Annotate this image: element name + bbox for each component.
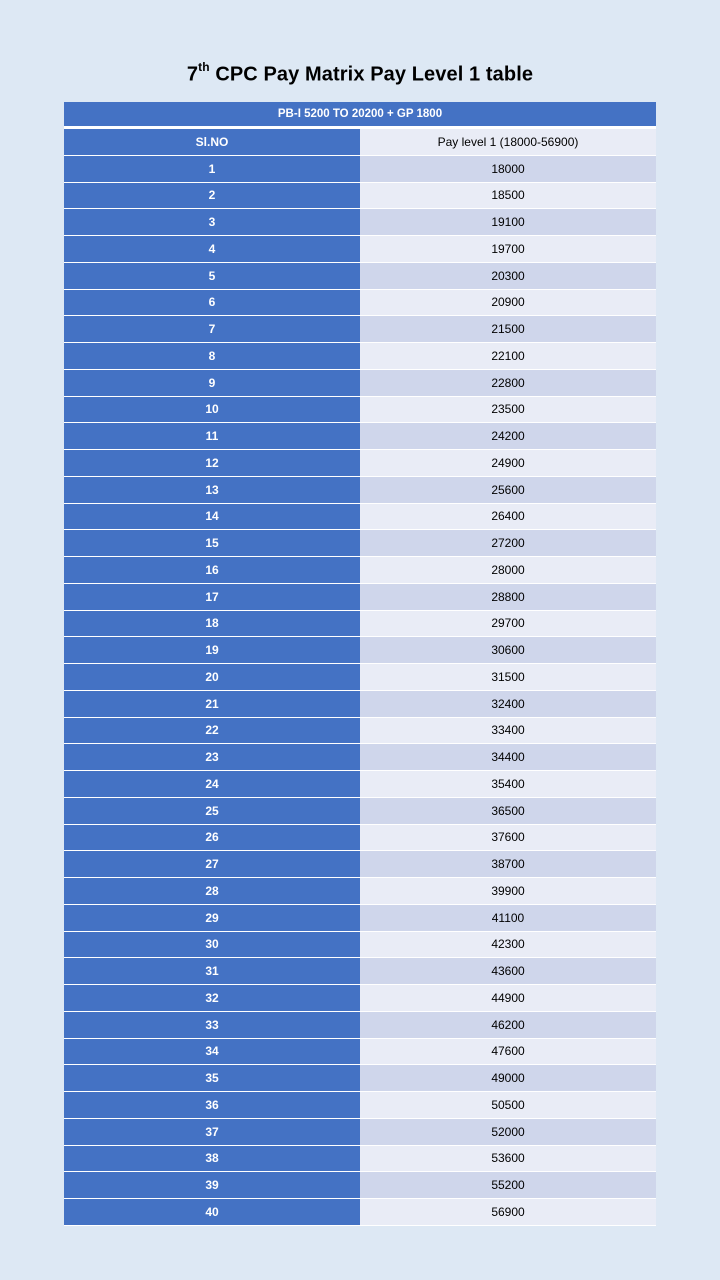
title-rest: CPC Pay Matrix Pay Level 1 table bbox=[209, 63, 534, 86]
pay-value-cell: 19700 bbox=[360, 236, 656, 263]
table-row bbox=[64, 1146, 656, 1173]
table-row bbox=[64, 450, 656, 477]
serial-number-cell: 27 bbox=[64, 851, 360, 878]
column-header-slno: Sl.NO bbox=[64, 129, 360, 156]
serial-number-cell: 13 bbox=[64, 477, 360, 504]
pay-value-cell: 43600 bbox=[360, 958, 656, 985]
table-header-row bbox=[64, 129, 656, 156]
serial-number-cell: 36 bbox=[64, 1092, 360, 1119]
pay-value-cell: 22100 bbox=[360, 343, 656, 370]
pay-value-cell: 47600 bbox=[360, 1039, 656, 1066]
table-row bbox=[64, 1092, 656, 1119]
table-row bbox=[64, 664, 656, 691]
table-row bbox=[64, 611, 656, 638]
table-row bbox=[64, 290, 656, 317]
table-banner-row bbox=[64, 102, 656, 129]
serial-number-cell: 10 bbox=[64, 397, 360, 424]
pay-value-cell: 38700 bbox=[360, 851, 656, 878]
pay-value-cell: 53600 bbox=[360, 1146, 656, 1173]
pay-value-cell: 28800 bbox=[360, 584, 656, 611]
table-row bbox=[64, 557, 656, 584]
pay-value-cell: 42300 bbox=[360, 932, 656, 959]
serial-number-cell: 21 bbox=[64, 691, 360, 718]
pay-value-cell: 20900 bbox=[360, 290, 656, 317]
pay-value-cell: 23500 bbox=[360, 397, 656, 424]
serial-number-cell: 5 bbox=[64, 263, 360, 290]
pay-value-cell: 52000 bbox=[360, 1119, 656, 1146]
title-superscript: th bbox=[198, 60, 210, 74]
table-row bbox=[64, 637, 656, 664]
serial-number-cell: 9 bbox=[64, 370, 360, 397]
pay-value-cell: 33400 bbox=[360, 718, 656, 745]
pay-value-cell: 35400 bbox=[360, 771, 656, 798]
pay-value-cell: 46200 bbox=[360, 1012, 656, 1039]
pay-value-cell: 49000 bbox=[360, 1065, 656, 1092]
table-row bbox=[64, 825, 656, 852]
serial-number-cell: 20 bbox=[64, 664, 360, 691]
table-row bbox=[64, 343, 656, 370]
serial-number-cell: 30 bbox=[64, 932, 360, 959]
table-row bbox=[64, 530, 656, 557]
serial-number-cell: 38 bbox=[64, 1146, 360, 1173]
pay-value-cell: 24200 bbox=[360, 423, 656, 450]
pay-value-cell: 29700 bbox=[360, 611, 656, 638]
serial-number-cell: 23 bbox=[64, 744, 360, 771]
pay-value-cell: 39900 bbox=[360, 878, 656, 905]
pay-value-cell: 24900 bbox=[360, 450, 656, 477]
pay-value-cell: 18000 bbox=[360, 156, 656, 183]
serial-number-cell: 8 bbox=[64, 343, 360, 370]
table-row bbox=[64, 1172, 656, 1199]
pay-value-cell: 28000 bbox=[360, 557, 656, 584]
serial-number-cell: 34 bbox=[64, 1039, 360, 1066]
serial-number-cell: 33 bbox=[64, 1012, 360, 1039]
pay-value-cell: 41100 bbox=[360, 905, 656, 932]
table-row bbox=[64, 1039, 656, 1066]
table-row bbox=[64, 1065, 656, 1092]
table-row bbox=[64, 209, 656, 236]
serial-number-cell: 29 bbox=[64, 905, 360, 932]
pay-value-cell: 22800 bbox=[360, 370, 656, 397]
serial-number-cell: 22 bbox=[64, 718, 360, 745]
serial-number-cell: 14 bbox=[64, 504, 360, 531]
serial-number-cell: 31 bbox=[64, 958, 360, 985]
pay-value-cell: 34400 bbox=[360, 744, 656, 771]
serial-number-cell: 25 bbox=[64, 798, 360, 825]
pay-value-cell: 50500 bbox=[360, 1092, 656, 1119]
serial-number-cell: 24 bbox=[64, 771, 360, 798]
pay-value-cell: 32400 bbox=[360, 691, 656, 718]
table-row bbox=[64, 905, 656, 932]
serial-number-cell: 32 bbox=[64, 985, 360, 1012]
table-row bbox=[64, 183, 656, 210]
serial-number-cell: 3 bbox=[64, 209, 360, 236]
serial-number-cell: 1 bbox=[64, 156, 360, 183]
serial-number-cell: 2 bbox=[64, 183, 360, 210]
pay-value-cell: 19100 bbox=[360, 209, 656, 236]
table-row bbox=[64, 932, 656, 959]
table-row bbox=[64, 1199, 656, 1226]
pay-value-cell: 36500 bbox=[360, 798, 656, 825]
table-row bbox=[64, 477, 656, 504]
table-row bbox=[64, 771, 656, 798]
table-row bbox=[64, 504, 656, 531]
table-row bbox=[64, 316, 656, 343]
title-prefix: 7 bbox=[186, 63, 199, 86]
serial-number-cell: 28 bbox=[64, 878, 360, 905]
table-row bbox=[64, 236, 656, 263]
table-row bbox=[64, 878, 656, 905]
serial-number-cell: 35 bbox=[64, 1065, 360, 1092]
serial-number-cell: 37 bbox=[64, 1119, 360, 1146]
table-row bbox=[64, 985, 656, 1012]
table-row bbox=[64, 397, 656, 424]
serial-number-cell: 11 bbox=[64, 423, 360, 450]
table-banner: PB-I 5200 TO 20200 + GP 1800 bbox=[64, 102, 656, 129]
pay-value-cell: 27200 bbox=[360, 530, 656, 557]
pay-value-cell: 37600 bbox=[360, 825, 656, 852]
table-row bbox=[64, 718, 656, 745]
pay-value-cell: 31500 bbox=[360, 664, 656, 691]
table-row bbox=[64, 798, 656, 825]
pay-value-cell: 26400 bbox=[360, 504, 656, 531]
pay-value-cell: 25600 bbox=[360, 477, 656, 504]
table-row bbox=[64, 156, 656, 183]
pay-matrix-table-container bbox=[64, 102, 656, 1226]
serial-number-cell: 26 bbox=[64, 825, 360, 852]
pay-matrix-table-body bbox=[64, 102, 656, 1226]
serial-number-cell: 39 bbox=[64, 1172, 360, 1199]
table-row bbox=[64, 263, 656, 290]
table-row bbox=[64, 423, 656, 450]
pay-value-cell: 30600 bbox=[360, 637, 656, 664]
pay-value-cell: 21500 bbox=[360, 316, 656, 343]
serial-number-cell: 19 bbox=[64, 637, 360, 664]
pay-value-cell: 56900 bbox=[360, 1199, 656, 1226]
serial-number-cell: 6 bbox=[64, 290, 360, 317]
table-row bbox=[64, 584, 656, 611]
pay-value-cell: 18500 bbox=[360, 183, 656, 210]
serial-number-cell: 40 bbox=[64, 1199, 360, 1226]
pay-value-cell: 20300 bbox=[360, 263, 656, 290]
serial-number-cell: 12 bbox=[64, 450, 360, 477]
serial-number-cell: 16 bbox=[64, 557, 360, 584]
page-title bbox=[0, 62, 720, 87]
pay-value-cell: 55200 bbox=[360, 1172, 656, 1199]
table-row bbox=[64, 370, 656, 397]
table-row bbox=[64, 744, 656, 771]
table-row bbox=[64, 1012, 656, 1039]
serial-number-cell: 17 bbox=[64, 584, 360, 611]
column-header-pay-level: Pay level 1 (18000-56900) bbox=[360, 129, 656, 156]
table-row bbox=[64, 691, 656, 718]
serial-number-cell: 7 bbox=[64, 316, 360, 343]
serial-number-cell: 15 bbox=[64, 530, 360, 557]
table-row bbox=[64, 958, 656, 985]
table-row bbox=[64, 851, 656, 878]
serial-number-cell: 4 bbox=[64, 236, 360, 263]
pay-value-cell: 44900 bbox=[360, 985, 656, 1012]
table-row bbox=[64, 1119, 656, 1146]
serial-number-cell: 18 bbox=[64, 611, 360, 638]
pay-matrix-table bbox=[64, 102, 656, 1226]
